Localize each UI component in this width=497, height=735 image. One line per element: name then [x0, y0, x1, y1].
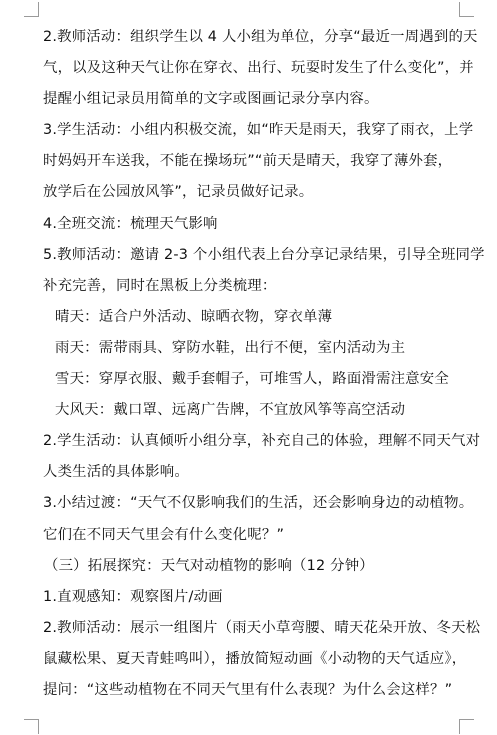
text-line: 5.教师活动：邀请 2-3 个小组代表上台分享记录结果，引导全班同学: [43, 246, 485, 263]
text-line: 4.全班交流：梳理天气影响: [43, 215, 218, 232]
text-line: 2.教师活动：组织学生以 4 人小组为单位，分享“最近一周遇到的天: [43, 29, 478, 45]
list-item: 大风天：戴口罩、远离广告牌，不宜放风筝等高空活动: [55, 402, 406, 419]
text-line: 3.小结过渡：“天气不仅影响我们的生活，还会影响身边的动植物。: [43, 495, 474, 512]
crop-mark-top-right: [459, 2, 474, 17]
crop-mark-bottom-right: [459, 719, 474, 734]
text-line: 1.直观感知：观察图片/动画: [43, 588, 223, 605]
text-line: 提醒小组记录员用简单的文字或图画记录分享内容。: [43, 91, 379, 108]
text-line: 放学后在公园放风筝”，记录员做好记录。: [43, 184, 314, 201]
text-line: 3.学生活动：小组内积极交流，如“昨天是雨天，我穿了雨衣，上学: [43, 122, 474, 139]
list-item: 雨天：需带雨具、穿防水鞋，出行不便，室内活动为主: [55, 339, 406, 356]
text-line: 2.教师活动：展示一组图片（雨天小草弯腰、晴天花朵开放、冬天松: [43, 619, 481, 636]
document-body: [43, 22, 485, 706]
list-item: 雪天：穿厚衣服、戴手套帽子，可堆雪人，路面滑需注意安全: [55, 371, 449, 388]
text-line: 人类生活的具体影响。: [43, 464, 189, 481]
crop-mark-bottom-left: [24, 719, 39, 734]
text-line: 时妈妈开车送我，不能在操场玩”“前天是晴天，我穿了薄外套，: [43, 153, 453, 170]
text-line: 气，以及这种天气让你在穿衣、出行、玩耍时发生了什么变化”，并: [43, 60, 474, 77]
text-line: 2.学生活动：认真倾听小组分享，补充自己的体验，理解不同天气对: [43, 433, 481, 450]
crop-mark-top-left: [24, 2, 39, 17]
text-line: 提问：“这些动植物在不同天气里有什么表现？为什么会这样？”: [43, 681, 453, 698]
list-item: 晴天：适合户外活动、晾晒衣物，穿衣单薄: [55, 308, 333, 325]
text-line: 鼠藏松果、夏天青蛙鸣叫），播放简短动画《小动物的天气适应》，: [43, 650, 467, 667]
section-heading: （三）拓展探究：天气对动植物的影响（12 分钟）: [44, 557, 374, 574]
text-line: 补充完善，同时在黑板上分类梳理：: [43, 277, 277, 294]
text-line: 它们在不同天气里会有什么变化呢？”: [43, 526, 285, 543]
